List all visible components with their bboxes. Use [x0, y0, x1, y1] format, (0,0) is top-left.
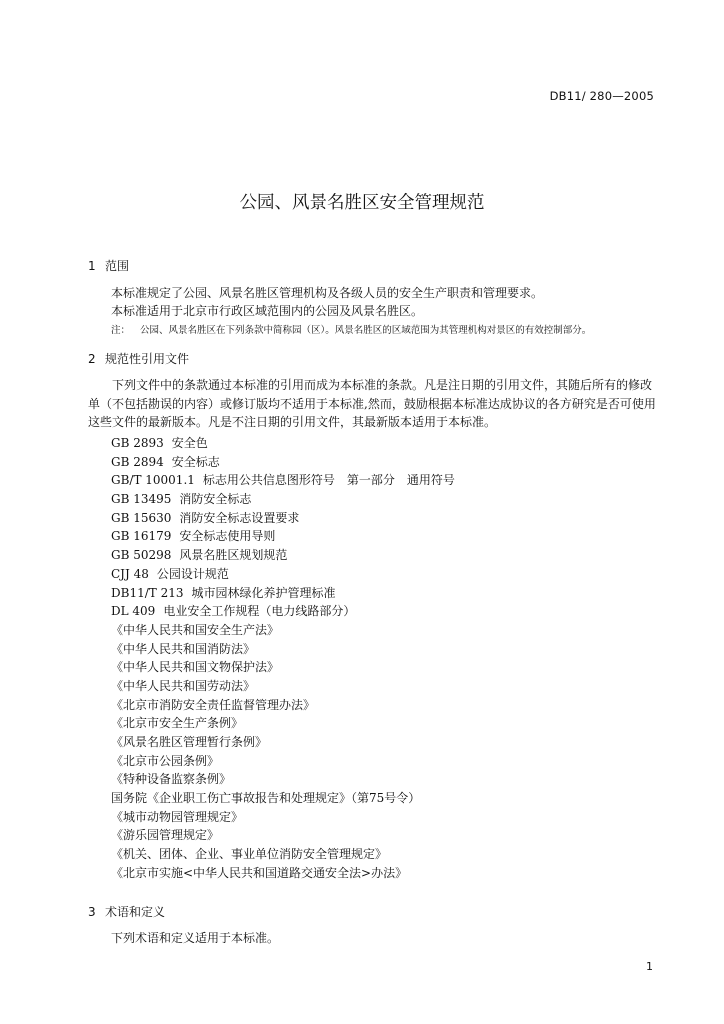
paragraph: 本标准适用于北京市行政区域范围内的公园及风景名胜区。: [111, 304, 424, 318]
section-number: 3: [88, 905, 96, 919]
reference-title: 《风景名胜区管理暂行条例》: [111, 735, 268, 749]
reference-item: [111, 733, 455, 752]
reference-title: 《中华人民共和国文物保护法》: [111, 660, 280, 675]
section-2-intro: 下列文件中的条款通过本标准的引用而成为本标准的条款。凡是注日期的引用文件，其随后所有的修改单（不包括勘误的内容）或修订版均不适用于本标准,然而，鼓励根据本标准达成协议的各方研究是否可使用这些文件的最新版本。凡是不注日期的引用文件，其最新版本适用于本标准。: [88, 378, 656, 429]
reference-item: [111, 752, 455, 771]
reference-code: GB/T 10001.1: [111, 473, 195, 488]
section-title: 术语和定义: [105, 905, 166, 919]
note-label: 注：: [111, 325, 131, 336]
reference-item: [111, 621, 455, 640]
reference-code: GB 2894: [111, 454, 164, 469]
reference-title: 《机关、团体、企业、事业单位消防安全管理规定》: [111, 847, 388, 862]
reference-code: GB 16179: [111, 529, 172, 544]
reference-title: 城市园林绿化养护管理标准: [191, 585, 336, 600]
reference-code: GB 15630: [111, 510, 172, 525]
reference-title: 安全标志: [171, 454, 220, 469]
reference-item: [111, 602, 455, 621]
reference-item: [111, 434, 455, 453]
reference-title: 安全标志使用导则: [179, 529, 276, 544]
section-3-heading: [88, 903, 165, 920]
reference-item: [111, 770, 455, 789]
reference-title: 公园设计规范: [156, 566, 229, 581]
reference-code: GB 50298: [111, 548, 172, 563]
section-number: 1: [88, 259, 96, 273]
reference-title: 《中华人民共和国安全生产法》: [111, 622, 280, 637]
reference-code: DL 409: [111, 604, 156, 619]
reference-title: 消防安全标志: [179, 492, 252, 507]
reference-item: [111, 696, 455, 715]
reference-title: 国务院《企业职工伤亡事故报告和处理规定》（第75号令）: [111, 791, 421, 806]
standard-code: DB11/ 280—2005: [549, 89, 654, 103]
reference-item: [111, 453, 455, 472]
reference-code: DB11/T 213: [111, 585, 184, 600]
section-title: 范围: [105, 259, 130, 273]
reference-title: 《游乐园管理规定》: [111, 828, 220, 843]
section-2-heading: [88, 350, 189, 367]
reference-title: 电业安全工作规程（电力线路部分）: [163, 604, 356, 619]
reference-item: [111, 864, 455, 883]
reference-title: 安全色: [171, 436, 208, 450]
document-title: 公园、风景名胜区安全管理规范: [239, 193, 485, 213]
reference-code: GB 13495: [111, 492, 172, 507]
section-number: 2: [88, 352, 96, 366]
reference-title: 《北京市安全生产条例》: [111, 716, 244, 731]
reference-item: [111, 789, 455, 808]
section-3-intro: 下列术语和定义适用于本标准。: [111, 931, 280, 945]
note-text: 公园、风景名胜区在下列条款中简称园（区）。风景名胜区的区域范围为其管理机构对景区的有效控制部分。: [140, 325, 592, 336]
reference-item: [111, 546, 455, 565]
page-number: 1: [646, 960, 653, 973]
reference-item: [111, 640, 455, 659]
reference-item: [111, 471, 455, 490]
reference-item: [111, 509, 455, 528]
reference-title: 风景名胜区规划规范: [179, 548, 288, 563]
reference-title: 《特种设备监察条例》: [111, 772, 232, 787]
section-1-heading: [88, 257, 129, 274]
reference-title: 《北京市公园条例》: [111, 753, 220, 768]
reference-item: [111, 826, 455, 845]
reference-item: [111, 677, 455, 696]
reference-title: 标志用公共信息图形符号 第一部分 通用符号: [202, 473, 455, 488]
reference-item: [111, 714, 455, 733]
reference-item: [111, 845, 455, 864]
note: [111, 322, 591, 336]
reference-code: GB 2893: [111, 436, 164, 450]
reference-list: [111, 434, 455, 883]
reference-code: CJJ 48: [111, 566, 149, 581]
reference-item: [111, 490, 455, 509]
reference-title: 消防安全标志设置要求: [179, 510, 300, 525]
reference-title: 《北京市实施<中华人民共和国道路交通安全法>办法》: [111, 865, 408, 880]
reference-item: [111, 565, 455, 584]
paragraph: 本标准规定了公园、风景名胜区管理机构及各级人员的安全生产职责和管理要求。: [111, 286, 544, 300]
reference-item: [111, 527, 455, 546]
reference-title: 《中华人民共和国消防法》: [111, 641, 256, 656]
reference-title: 《北京市消防安全责任监督管理办法》: [111, 697, 316, 712]
reference-item: [111, 658, 455, 677]
reference-title: 《城市动物园管理规定》: [111, 809, 244, 824]
reference-item: [111, 808, 455, 827]
reference-title: 《中华人民共和国劳动法》: [111, 678, 256, 693]
reference-item: [111, 584, 455, 603]
section-title: 规范性引用文件: [105, 352, 190, 366]
